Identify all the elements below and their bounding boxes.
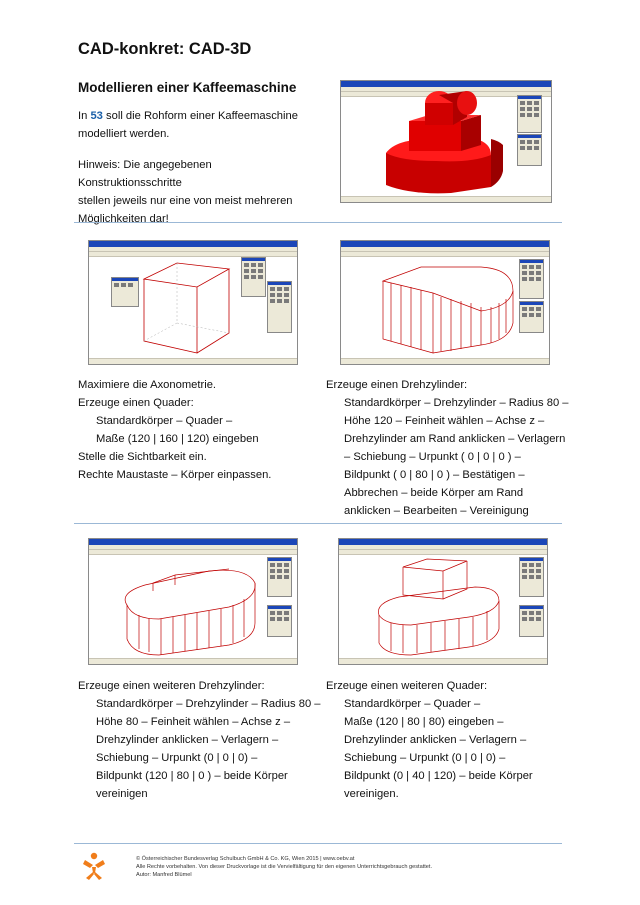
step-text: Stelle die Sichtbarkeit ein. (78, 451, 207, 463)
tool-palette[interactable] (267, 605, 292, 637)
tool-palette[interactable] (241, 257, 266, 297)
step-text: Höhe 80 – Feinheit wählen – Achse z – (96, 716, 291, 728)
step-2-instructions (326, 376, 576, 520)
divider (74, 523, 562, 524)
divider (74, 222, 562, 223)
hint-line-1: Hinweis: Die angegebenen Konstruktionsschritte (78, 159, 212, 189)
divider (74, 843, 562, 844)
step-text: Maße (120 | 80 | 80) eingeben – (344, 716, 504, 728)
step-text: Bildpunkt (120 | 80 | 0 ) – beide Körper (96, 770, 288, 782)
step-text: Erzeuge einen weiteren Quader: (326, 680, 488, 692)
window-statusbar (341, 196, 551, 202)
step-text: Drehzylinder anklicken – Verlagern – (96, 734, 279, 746)
step-text: Standardkörper – Quader – (344, 698, 481, 710)
hint-line-2: stellen jeweils nur eine von meist mehreren (78, 195, 293, 207)
screenshot-full-wireframe (338, 538, 548, 665)
step-text: anklicken – Bearbeiten – Vereinigung (344, 505, 529, 517)
step-text: Standardkörper – Drehzylinder – Radius 80 – (344, 397, 569, 409)
window-statusbar (89, 358, 297, 364)
section-title: Modellieren einer Kaffeemaschine (78, 80, 297, 95)
step-text: Maße (120 | 160 | 120) eingeben (96, 433, 259, 445)
step-text: Bildpunkt (0 | 40 | 120) – beide Körper (344, 770, 533, 782)
step-3-instructions (78, 677, 323, 803)
step-text: Erzeuge einen Drehzylinder: (326, 379, 468, 391)
step-text: vereinigen (96, 788, 148, 800)
publisher-logo-icon (82, 852, 106, 880)
step-text: Bildpunkt ( 0 | 80 | 0 ) – Bestätigen – (344, 469, 525, 481)
step-4-instructions (326, 677, 576, 803)
window-statusbar (89, 658, 297, 664)
figure-reference: 53 (90, 110, 103, 122)
footer-rights: Alle Rechte vorbehalten. Von dieser Druckvorlage ist die Vervielfältigung für den eigenen Unterrichtsgebrauch gestattet. (136, 864, 433, 870)
step-text: Schiebung – Urpunkt (0 | 0 | 0) – (344, 752, 506, 764)
intro-text (78, 107, 318, 228)
step-text: Höhe 120 – Feinheit wählen – Achse z – (344, 415, 545, 427)
hint-line-3: Möglichkeiten dar! (78, 213, 169, 225)
tool-palette[interactable] (267, 557, 292, 597)
full-model-wireframe (339, 539, 548, 665)
step-text: – Schiebung – Urpunkt ( 0 | 0 | 0 ) – (344, 451, 521, 463)
step-1-instructions (78, 376, 323, 484)
step-text: Drehzylinder am Rand anklicken – Verlagern (344, 433, 566, 445)
step-text: Maximiere die Axonometrie. (78, 379, 217, 391)
screenshot-two-cylinders (88, 538, 298, 665)
step-text: Standardkörper – Drehzylinder – Radius 80 – (96, 698, 321, 710)
dialog-box[interactable] (111, 277, 139, 307)
tool-palette[interactable] (519, 259, 544, 299)
footer-copyright: © Österreichischer Bundesverlag Schulbuch GmbH & Co. KG, Wien 2015 | www.oebv.at (136, 856, 355, 862)
step-text: Drehzylinder anklicken – Verlagern – (344, 734, 527, 746)
intro-line-2: modelliert werden. (78, 128, 170, 140)
tool-palette[interactable] (519, 301, 544, 333)
step-text: Erzeuge einen Quader: (78, 397, 194, 409)
screenshot-cuboid-cylinder (340, 240, 550, 365)
intro-line-1: In 53 soll die Rohform einer Kaffeemaschine (78, 110, 298, 122)
tool-palette[interactable] (517, 134, 542, 166)
screenshot-cuboid (88, 240, 298, 365)
step-text: Schiebung – Urpunkt (0 | 0 | 0) – (96, 752, 258, 764)
tool-palette[interactable] (519, 557, 544, 597)
step-text: Standardkörper – Quader – (96, 415, 233, 427)
footer-author: Autor: Manfred Blümel (136, 872, 192, 878)
window-statusbar (339, 658, 547, 664)
page-title: CAD-konkret: CAD-3D (78, 40, 252, 58)
tool-palette[interactable] (267, 281, 292, 333)
step-text: Abbrechen – beide Körper am Rand (344, 487, 524, 499)
tool-palette[interactable] (517, 95, 542, 133)
tool-palette[interactable] (519, 605, 544, 637)
step-text: Rechte Maustaste – Körper einpassen. (78, 469, 272, 481)
window-statusbar (341, 358, 549, 364)
screenshot-solid-model (340, 80, 552, 203)
step-text: vereinigen. (344, 788, 399, 800)
step-text: Erzeuge einen weiteren Drehzylinder: (78, 680, 265, 692)
